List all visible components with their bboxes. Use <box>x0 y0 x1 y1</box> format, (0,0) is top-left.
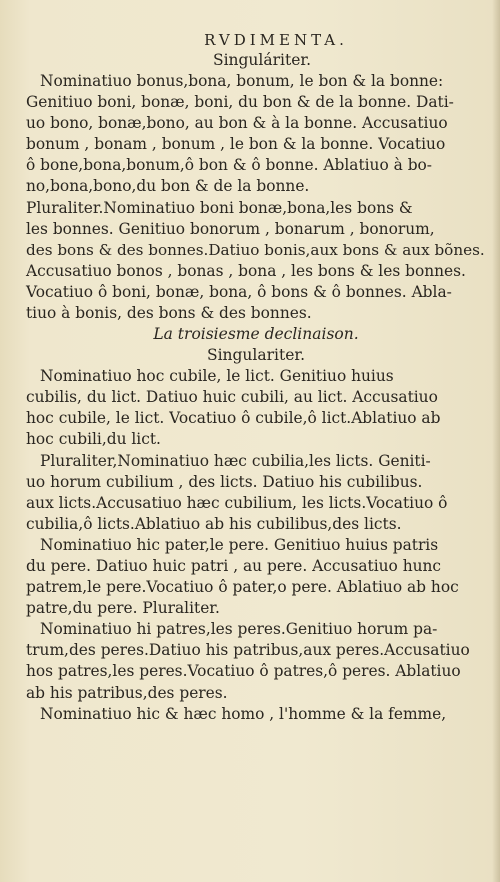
text-line: tiuo à bonis, des bons & des bonnes. <box>26 304 312 323</box>
text-line: ô bone,bona,bonum,ô bon & ô bonne. Ablatiuo à bo- <box>26 156 433 175</box>
text-line: Nominatiuo hi patres,les peres.Genitiuo horum pa- <box>40 620 438 639</box>
running-head: RVDIMENTA. <box>204 31 348 49</box>
text-line: Nominatiuo bonus,bona, bonum, le bon & la bonne: <box>40 72 444 90</box>
text-line: trum,des peres.Datiuo his patribus,aux peres.Accusatiuo <box>26 641 470 660</box>
text-line: du pere. Datiuo huic patri , au pere. Accusatiuo hunc <box>26 556 442 575</box>
text-line: no,bona,bono,du bon & de la bonne. <box>26 177 310 196</box>
text-line: hoc cubili,du lict. <box>26 430 161 449</box>
page-body <box>26 50 486 725</box>
text-line: Pluraliter.Nominatiuo boni bonæ,bona,les bons & <box>26 198 413 217</box>
text-line: des bons & des bonnes.Datiuo bonis,aux bons & aux bõnes. <box>26 240 485 259</box>
text-line: bonum , bonam , bonum , le bon & la bonne. Vocatiuo <box>26 135 446 154</box>
text-line: Accusatiuo bonos , bonas , bona , les bons & les bonnes. <box>26 261 466 280</box>
section-heading: Singuláriter. <box>212 51 312 69</box>
paragraph <box>26 619 486 703</box>
paragraph <box>26 366 486 450</box>
text-line: Genitiuo boni, bonæ, boni, du bon & de la bonne. Dati- <box>26 93 454 112</box>
paragraph <box>26 704 486 725</box>
text-line: hos patres,les peres.Vocatiuo ô patres,ô peres. Ablatiuo <box>26 662 461 681</box>
paragraph <box>26 451 486 535</box>
text-line: uo horum cubilium , des licts. Datiuo his cubilibus. <box>26 472 423 491</box>
text-line: Vocatiuo ô boni, bonæ, bona, ô bons & ô bonnes. Abla- <box>26 282 452 301</box>
section-heading: Singulariter. <box>206 346 306 365</box>
paragraph <box>26 71 486 198</box>
section-heading-italic: La troisiesme declinaison. <box>153 325 359 344</box>
text-line: Pluraliter,Nominatiuo hæc cubilia,les licts. Geniti- <box>40 451 431 470</box>
text-line: Nominatiuo hic pater,le pere. Genitiuo huius patris <box>40 535 439 554</box>
text-line: Nominatiuo hic & hæc homo , l'homme & la femme, <box>40 704 447 723</box>
text-line: patre,du pere. Pluraliter. <box>26 599 220 618</box>
text-line: uo bono, bonæ,bono, au bon & à la bonne. Accusatiuo <box>26 114 448 133</box>
text-line: cubilia,ô licts.Ablatiuo ab his cubilibus,des licts. <box>26 514 402 533</box>
text-line: aux licts.Accusatiuo hæc cubilium, les licts.Vocatiuo ô <box>26 493 448 512</box>
text-line: cubilis, du lict. Datiuo huic cubili, au lict. Accusatiuo <box>26 388 438 407</box>
text-line: Nominatiuo hoc cubile, le lict. Genitiuo huius <box>40 367 394 386</box>
text-line: hoc cubile, le lict. Vocatiuo ô cubile,ô lict.Ablatiuo ab <box>26 409 441 428</box>
page-gutter-shadow <box>492 0 500 882</box>
text-line: les bonnes. Genitiuo bonorum , bonarum , bonorum, <box>26 219 435 238</box>
text-line: ab his patribus,des peres. <box>26 683 228 702</box>
paragraph <box>26 535 486 619</box>
text-line: patrem,le pere.Vocatiuo ô pater,o pere. Ablatiuo ab hoc <box>26 578 459 597</box>
paragraph <box>26 198 486 325</box>
